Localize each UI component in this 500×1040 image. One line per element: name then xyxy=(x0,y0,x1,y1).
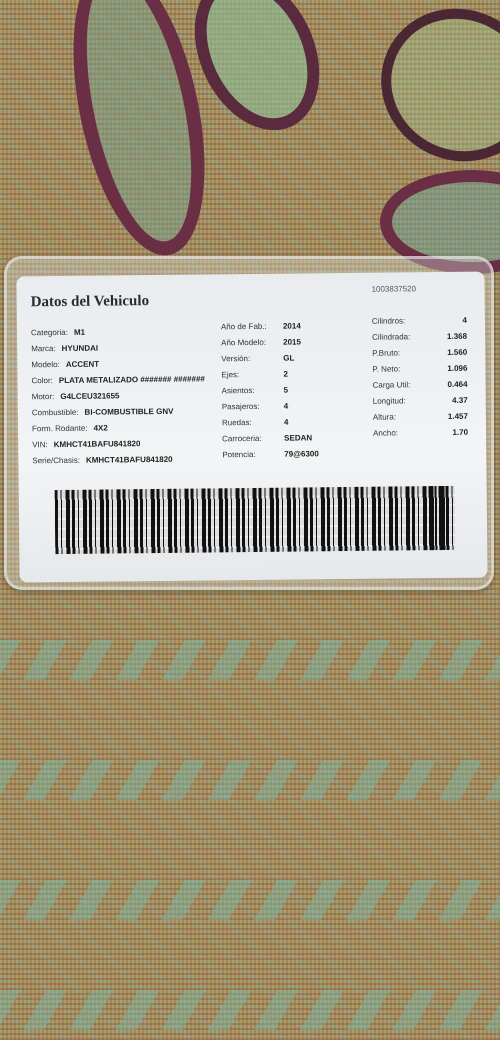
field-ruedas: Ruedas: 4 xyxy=(221,417,289,428)
fabric-zigzag xyxy=(0,880,500,920)
field-form-rodante: Form. Rodante: 4X2 xyxy=(31,423,108,434)
field-cilindros: Cilindros: xyxy=(371,316,406,326)
field-anio-modelo: Año Modelo: 2015 xyxy=(221,337,301,348)
field-ejes: Ejes: 2 xyxy=(221,369,288,380)
value-altura: 1.457 xyxy=(447,411,468,421)
field-version: Versión: GL xyxy=(221,353,295,364)
value-cilindrada: 1.368 xyxy=(446,331,468,341)
card-serial-number: 1003837520 xyxy=(371,284,417,294)
field-combustible: Combustible: BI-COMBUSTIBLE GNV xyxy=(31,406,174,418)
field-p-bruto: P.Bruto: xyxy=(372,348,401,358)
field-cilindrada: Cilindrada: xyxy=(372,332,411,342)
value-p-bruto: 1.560 xyxy=(447,347,468,357)
fabric-paisley-motif xyxy=(353,0,500,190)
field-serie-chasis: Serie/Chasis: KMHCT41BAFU841820 xyxy=(32,454,173,466)
field-vin: VIN: KMHCT41BAFU841820 xyxy=(32,439,141,450)
field-modelo: Modelo: ACCENT xyxy=(31,359,100,370)
value-carga-util: 0.464 xyxy=(447,379,468,389)
barcode-guard-right xyxy=(431,486,448,550)
field-categoria: Categoria: M1 xyxy=(30,327,86,338)
field-longitud: Longitud: xyxy=(372,396,406,406)
fabric-zigzag xyxy=(0,640,500,680)
field-carroceria: Carroceria: SEDAN xyxy=(222,433,313,444)
field-motor: Motor: G4LCEU321655 xyxy=(31,391,120,402)
value-ancho: 1.70 xyxy=(452,427,469,437)
field-potencia: Potencia: 79@6300 xyxy=(222,449,319,460)
field-altura: Altura: xyxy=(372,412,397,422)
field-anio-fab: Año de Fab.: 2014 xyxy=(220,321,301,332)
field-marca: Marca: HYUNDAI xyxy=(31,343,99,354)
value-longitud: 4.37 xyxy=(452,395,468,405)
card-title: Datos del Vehiculo xyxy=(30,293,150,311)
field-ancho: Ancho: xyxy=(373,428,399,438)
field-carga-util: Carga Util: xyxy=(372,380,411,390)
field-color: Color: PLATA METALIZADO ####### ####### xyxy=(31,374,205,386)
vehicle-card xyxy=(16,272,487,583)
value-cilindros: 4 xyxy=(462,315,467,325)
fabric-zigzag xyxy=(0,990,500,1030)
fabric-zigzag xyxy=(0,760,500,800)
field-asientos: Asientos: 5 xyxy=(221,385,289,396)
field-pasajeros: Pasajeros: 4 xyxy=(221,401,289,412)
pdf417-barcode xyxy=(55,486,456,554)
value-p-neto: 1.096 xyxy=(447,363,468,373)
field-p-neto: P. Neto: xyxy=(372,364,401,374)
